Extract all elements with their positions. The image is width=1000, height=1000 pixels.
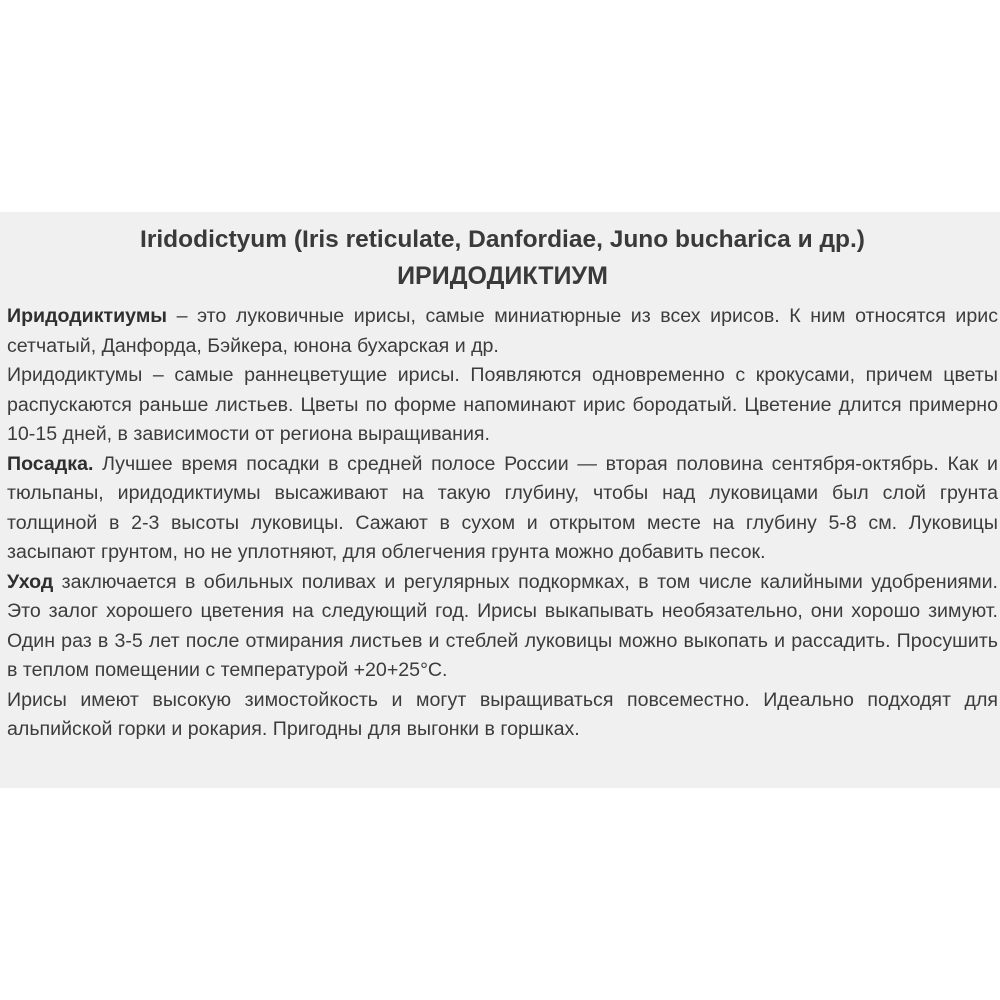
paragraph-flowering-text: Иридодиктумы – самые раннецветущие ирисы. Появляются одновременно с крокусами, причем цветы распускаются раньше листьев. Цветы по форме напоминают ирис бородатый. Цветение длится примерно 10-15 дней, в зависимости от региона выращивания. (7, 364, 998, 445)
russian-title: ИРИДОДИКТИУМ (397, 262, 608, 290)
paragraph-planting-lead: Посадка. (7, 452, 94, 475)
paragraph-intro (7, 302, 998, 361)
paragraph-intro-lead: Иридодиктиумы (7, 305, 168, 327)
plant-care-label (0, 212, 1000, 788)
paragraph-care (7, 568, 998, 686)
paragraph-intro-text: – это луковичные ирисы, самые миниатюрные из всех ирисов. К ним относятся ирис сетчатый, Данфорда, Бэйкера, юнона бухарская и др. (7, 305, 998, 357)
paragraph-planting (7, 450, 998, 568)
paragraph-hardiness (7, 686, 998, 745)
paragraph-care-text: заключается в обильных поливах и регулярных подкормках, в том числе калийными удобрениями. Это залог хорошего цветения на следующий год. Ирисы выкапывать необязательно, они хорошо зимуют. Один раз в 3-5 лет после отмирания листьев и стеблей луковицы можно выкопать и рассадить. Просушить в теплом помещении с температурой +20+25°С. (7, 570, 998, 681)
paragraph-care-lead: Уход (7, 570, 54, 593)
paragraph-planting-text: Лучшее время посадки в средней полосе России — вторая половина сентября-октябрь. Как и тюльпаны, иридодиктиумы высаживают на такую глубину, чтобы над луковицами был слой грунта толщиной в 2-3 высоты луковицы. Сажают в сухом и открытом месте на глубину 5-8 см. Луковицы засыпают грунтом, но не уплотняют, для облегчения грунта можно добавить песок. (7, 452, 998, 563)
latin-title: Iridodictyum (Iris reticulate, Danfordiae, Juno bucharica и др.) (140, 226, 865, 253)
paragraph-hardiness-text: Ирисы имеют высокую зимостойкость и могут выращиваться повсеместно. Идеально подходят для альпийской горки и рокария. Пригодны для выгонки в горшках. (7, 688, 998, 740)
paragraph-flowering (7, 361, 998, 450)
